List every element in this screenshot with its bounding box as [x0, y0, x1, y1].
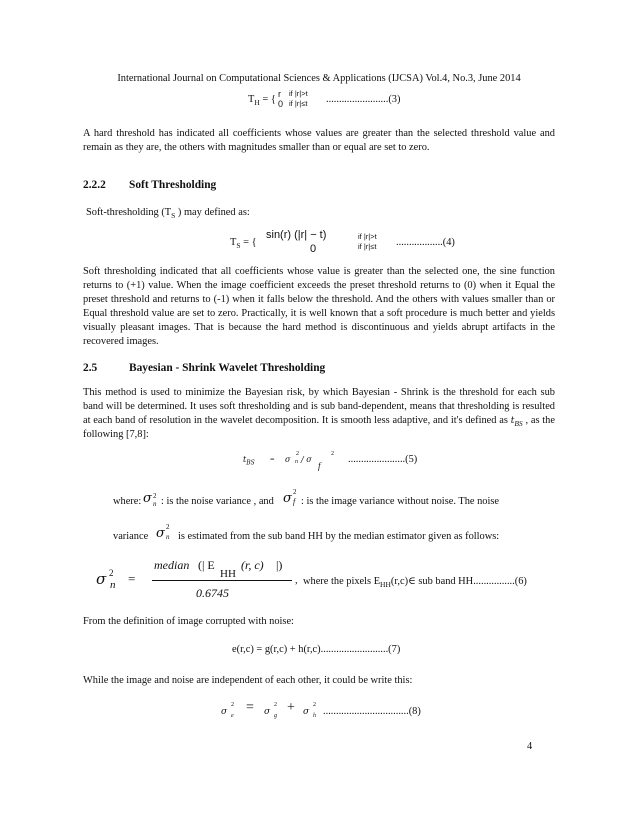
section-heading-bayesian-shrink [83, 361, 325, 375]
sigma-f-sup: 2 [293, 488, 297, 496]
variance-sigma-symbol: σ [156, 526, 165, 541]
eq5-sub-n: n [295, 459, 298, 465]
eq6-numerator-close: |) [276, 558, 283, 572]
paragraph-hard-threshold: A hard threshold has indicated all coefficients whose values are greater than the selected threshold value and remain as they are, the others with magnitudes smaller than or equal are set to zero. [83, 128, 555, 153]
eq3-lhs: $T_H$ = { [248, 94, 276, 108]
equation-4 [230, 228, 530, 258]
eq8-sigma-h: σ [303, 707, 310, 717]
eq5-sup-n: 2 [296, 451, 299, 457]
eq3-case1-value: r [278, 89, 281, 99]
eq6-numerator-e: (| E [198, 558, 215, 572]
eq8-number: .................................(8) [323, 706, 421, 717]
eq6-sigma: σ [96, 570, 107, 588]
eq6-numerator-rc: (r, c) [241, 558, 264, 572]
eq6-sub: n [110, 579, 116, 591]
eq3-number: ........................(3) [326, 94, 401, 105]
eq3-case2-condition: if |r|≤t [289, 99, 308, 108]
eq8-sup-g: 2 [274, 702, 277, 708]
eq6-numerator-median: median [154, 558, 190, 572]
sigma-n-sup: 2 [153, 492, 157, 500]
eq8-sup-e: 2 [231, 702, 234, 708]
sigma-f-sub: f [293, 497, 296, 506]
sigma-f-symbol: σ [283, 491, 292, 506]
variance-sigma-sub: n [166, 533, 170, 541]
eq6-text: where the pixels $E_{HH}(r,c)\in$ sub band HH................(6) [303, 576, 527, 590]
paragraph-soft-def: Soft-thresholding ($T_S$ ) may defined as: [86, 207, 250, 221]
equation-3 [248, 89, 508, 111]
paragraph-corrupted-definition: From the definition of image corrupted with noise: [83, 616, 294, 627]
eq4-case2-condition: if |r|≤t [358, 242, 377, 251]
paragraph-soft-explanation: Soft thresholding indicated that all coefficients whose value is greater than the selected one, the sine function returns to (+1) value. When the image coefficient exceeds the preset threshold returns to (0) when it Equal the preset threshold and returns to (-1) when it falls below the threshold. And the others with values smaller than or Equal threshold value are set to zero. Practically, it is well known that a soft procedure is much better and yields visually pleasant images. That is because the hard method is discontinuous and yields abrupt artifacts in the recovered images. [83, 266, 555, 347]
section-heading-soft-thresholding [83, 178, 216, 192]
journal-header: International Journal on Computational Sciences & Applications (IJCSA) Vol.4, No.3, June 2014 [117, 73, 521, 84]
eq6-sup: 2 [109, 568, 114, 578]
eq3-case2-value: 0 [278, 99, 284, 109]
eq6-comma: , [295, 575, 298, 586]
eq8-equals: = [246, 700, 254, 715]
equation-8 [221, 698, 541, 724]
eq6-equals: = [128, 571, 136, 586]
variance-label: variance [113, 531, 149, 542]
eq8-sigma-g: σ [264, 707, 271, 717]
noise-variance-text: : is the noise variance , and [161, 496, 274, 507]
eq8-sub-g: g [274, 713, 277, 719]
paragraph-bayesian: This method is used to minimize the Bayesian risk, by which Bayesian - Shrink is the threshold for each sub band will be determined. It uses soft thresholding and is sub band-dependent, means that thresholding is resulted at each band of resolution in the wavelet decomposition. It is smooth less adaptive, and it's defined as $t_{BS}$ , as the following [7,8]: [83, 387, 555, 440]
eq5-sub-f: f [318, 461, 321, 471]
eq5-sup-f: 2 [331, 451, 334, 457]
eq6-denominator: 0.6745 [196, 586, 229, 600]
page-number: 4 [527, 741, 533, 752]
where-line [113, 489, 563, 511]
equation-5 [243, 447, 483, 471]
eq5-slash-sigma: / σ [301, 455, 312, 464]
eq8-sigma-e: σ [221, 707, 228, 717]
where-label: where: [113, 496, 142, 507]
variance-line [113, 524, 563, 548]
eq8-sub-h: h [313, 713, 316, 719]
eq4-lhs: $T_S$ = { [230, 237, 257, 251]
eq4-case1-condition: if |r|>t [358, 232, 377, 241]
variance-text: is estimated from the sub band HH by the median estimator given as follows: [178, 531, 500, 542]
eq6-fraction-bar [152, 580, 292, 581]
eq5-equals: = [270, 455, 275, 464]
eq8-sub-e: e [231, 713, 234, 719]
eq5-t: $t_{BS}$ [243, 455, 255, 467]
variance-sigma-sup: 2 [166, 523, 170, 531]
eq4-case1-value: sin(r) (|r| − t) [266, 229, 327, 241]
eq8-sup-h: 2 [313, 702, 316, 708]
eq8-plus: + [287, 700, 295, 715]
eq6-numerator-hh: HH [220, 568, 236, 580]
eq5-sigma-n: σ [285, 455, 291, 464]
eq4-number: ..................(4) [396, 237, 455, 248]
section-number: 2.2.2 [83, 179, 106, 191]
sigma-n-sub: n [153, 500, 157, 508]
equation-6 [96, 558, 556, 604]
section-title: Bayesian - Shrink Wavelet Thresholding [129, 362, 326, 374]
eq3-case1-condition: if |r|>t [289, 89, 308, 98]
section-title: Soft Thresholding [129, 179, 217, 191]
paragraph-independence: While the image and noise are independent of each other, it could be write this: [83, 675, 413, 686]
image-variance-text: : is the image variance without noise. The noise [301, 496, 500, 507]
section-number: 2.5 [83, 362, 98, 374]
sigma-n-symbol: σ [143, 491, 152, 506]
eq4-case2-value: 0 [310, 243, 317, 255]
eq5-number: ......................(5) [348, 454, 418, 465]
equation-7: e(r,c) = g(r,c) + h(r,c)..........................(7) [232, 644, 401, 655]
